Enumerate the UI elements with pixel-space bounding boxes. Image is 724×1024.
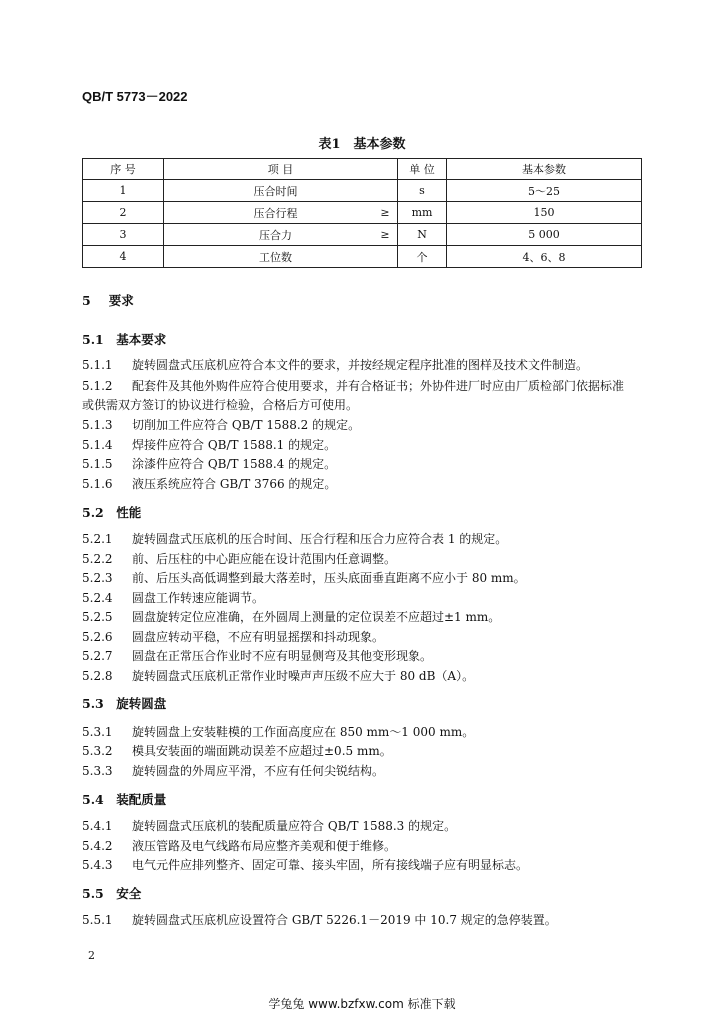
- section-5-3-heading: 5.3 旋转圆盘: [82, 696, 167, 711]
- clause-number: 5.1.1: [82, 358, 113, 372]
- row-value: 5～25: [447, 180, 642, 202]
- row-item: 压合行程: [164, 202, 374, 224]
- header-value: 基本参数: [447, 159, 642, 180]
- clause-number: 5.5.1: [82, 913, 113, 927]
- clause-number: 5.3.2: [82, 744, 113, 758]
- clause-5-3-2: [82, 742, 392, 759]
- row-item: 压合力: [164, 224, 374, 246]
- clause-text: 前、后压头高低调整到最大落差时，压头底面垂直距离不应小于 80 mm。: [132, 571, 526, 585]
- clause-text: 圆盘应转动平稳，不应有明显摇摆和抖动现象。: [132, 630, 385, 644]
- parameters-table: [82, 158, 642, 268]
- table-caption: 表1 基本参数: [318, 137, 406, 152]
- clause-text: 前、后压柱的中心距应能在设计范围内任意调整。: [132, 552, 397, 566]
- table-header-row: [83, 159, 642, 180]
- clause-number: 5.2.7: [82, 649, 113, 663]
- clause-5-2-3: [82, 569, 526, 586]
- row-symbol: [373, 180, 398, 202]
- clause-5-4-2: [82, 837, 396, 854]
- clause-text: 液压管路及电气线路布局应整齐美观和便于维修。: [132, 839, 397, 853]
- clause-5-1-2-continued: 或供需双方签订的协议进行检验，合格后方可使用。: [82, 398, 359, 412]
- clause-5-1-1: [82, 356, 588, 373]
- clause-text: 旋转圆盘式压底机应设置符合 GB/T 5226.1－2019 中 10.7 规定的急停装置。: [132, 913, 557, 927]
- clause-number: 5.1.5: [82, 457, 113, 471]
- row-no: 4: [83, 246, 164, 268]
- clause-number: 5.2.4: [82, 591, 113, 605]
- clause-number: 5.3.1: [82, 725, 113, 739]
- section-5-number: 5: [82, 293, 91, 308]
- clause-text: 旋转圆盘式压底机应符合本文件的要求，并按经规定程序批准的图样及技术文件制造。: [132, 358, 589, 372]
- row-symbol: ≥: [373, 202, 398, 224]
- table-row: [83, 202, 642, 224]
- clause-text: 旋转圆盘式压底机的压合时间、压合行程和压合力应符合表 1 的规定。: [132, 532, 508, 546]
- section-5-4-heading: 5.4 装配质量: [82, 792, 167, 807]
- clause-number: 5.2.3: [82, 571, 113, 585]
- row-no: 1: [83, 180, 164, 202]
- row-no: 3: [83, 224, 164, 246]
- clause-5-2-8: [82, 667, 474, 684]
- clause-5-1-5: [82, 455, 336, 472]
- clause-number: 5.1.2: [82, 379, 113, 393]
- clause-number: 5.4.1: [82, 819, 113, 833]
- clause-text: 液压系统应符合 GB/T 3766 的规定。: [132, 477, 337, 491]
- clause-5-2-6: [82, 628, 384, 645]
- row-item: 压合时间: [164, 180, 374, 202]
- table-row: [83, 180, 642, 202]
- clause-text: 圆盘旋转定位应准确，在外圆周上测量的定位误差不应超过±1 mm。: [132, 610, 501, 624]
- clause-text: 旋转圆盘式压底机的装配质量应符合 QB/T 1588.3 的规定。: [132, 819, 457, 833]
- clause-text: 旋转圆盘上安装鞋模的工作面高度应在 850 mm～1 000 mm。: [132, 725, 475, 739]
- clause-5-1-4: [82, 436, 336, 453]
- clause-5-2-1: [82, 530, 507, 547]
- row-symbol: ≥: [373, 224, 398, 246]
- clause-number: 5.1.3: [82, 418, 113, 432]
- section-5-heading: [82, 291, 134, 309]
- clause-5-3-3: [82, 762, 384, 779]
- clause-5-2-7: [82, 647, 432, 664]
- row-symbol: [373, 246, 398, 268]
- row-unit: N: [398, 224, 447, 246]
- clause-5-1-2: [82, 377, 624, 394]
- row-unit: mm: [398, 202, 447, 224]
- clause-text: 圆盘在正常压合作业时不应有明显侧弯及其他变形现象。: [132, 649, 433, 663]
- row-item: 工位数: [164, 246, 374, 268]
- clause-5-4-1: [82, 817, 456, 834]
- header-item: 项 目: [164, 159, 398, 180]
- clause-number: 5.3.3: [82, 764, 113, 778]
- clause-text: 配套件及其他外购件应符合使用要求，并有合格证书；外协件进厂时应由厂质检部门依据标准: [132, 379, 625, 393]
- clause-number: 5.2.2: [82, 552, 113, 566]
- row-unit: s: [398, 180, 447, 202]
- clause-text: 涂漆件应符合 QB/T 1588.4 的规定。: [132, 457, 337, 471]
- row-value: 4、6、8: [447, 246, 642, 268]
- clause-text: 旋转圆盘式压底机正常作业时噪声声压级不应大于 80 dB（A）。: [132, 669, 475, 683]
- clause-5-4-3: [82, 856, 528, 873]
- clause-text: 圆盘工作转速应能调节。: [132, 591, 265, 605]
- section-5-1-heading: 5.1 基本要求: [82, 332, 167, 347]
- row-no: 2: [83, 202, 164, 224]
- table-row: [83, 224, 642, 246]
- footer-watermark: 学兔兔 www.bzfxw.com 标准下载: [268, 997, 456, 1011]
- clause-number: 5.1.4: [82, 438, 113, 452]
- clause-5-1-6: [82, 475, 336, 492]
- clause-text: 电气元件应排列整齐、固定可靠、接头牢固，所有接线端子应有明显标志。: [132, 858, 529, 872]
- clause-number: 5.2.6: [82, 630, 113, 644]
- clause-5-2-5: [82, 608, 500, 625]
- clause-5-1-3: [82, 416, 360, 433]
- clause-number: 5.2.1: [82, 532, 113, 546]
- row-value: 5 000: [447, 224, 642, 246]
- clause-number: 5.1.6: [82, 477, 113, 491]
- standard-code: QB/T 5773－2022: [82, 89, 188, 104]
- section-5-title: 要求: [108, 293, 134, 308]
- clause-5-5-1: [82, 911, 557, 928]
- clause-number: 5.4.2: [82, 839, 113, 853]
- clause-5-2-4: [82, 589, 264, 606]
- clause-text: 焊接件应符合 QB/T 1588.1 的规定。: [132, 438, 337, 452]
- section-5-2-heading: 5.2 性能: [82, 505, 142, 520]
- clause-number: 5.4.3: [82, 858, 113, 872]
- section-5-5-heading: 5.5 安全: [82, 886, 142, 901]
- header-unit: 单 位: [398, 159, 447, 180]
- clause-number: 5.2.8: [82, 669, 113, 683]
- clause-text: 切削加工件应符合 QB/T 1588.2 的规定。: [132, 418, 361, 432]
- row-value: 150: [447, 202, 642, 224]
- clause-number: 5.2.5: [82, 610, 113, 624]
- header-no: 序 号: [83, 159, 164, 180]
- clause-text: 模具安装面的端面跳动误差不应超过±0.5 mm。: [132, 744, 392, 758]
- clause-text: 旋转圆盘的外周应平滑，不应有任何尖锐结构。: [132, 764, 385, 778]
- page-number: 2: [88, 949, 95, 962]
- row-unit: 个: [398, 246, 447, 268]
- table-row: [83, 246, 642, 268]
- clause-5-2-2: [82, 550, 396, 567]
- clause-5-3-1: [82, 723, 474, 740]
